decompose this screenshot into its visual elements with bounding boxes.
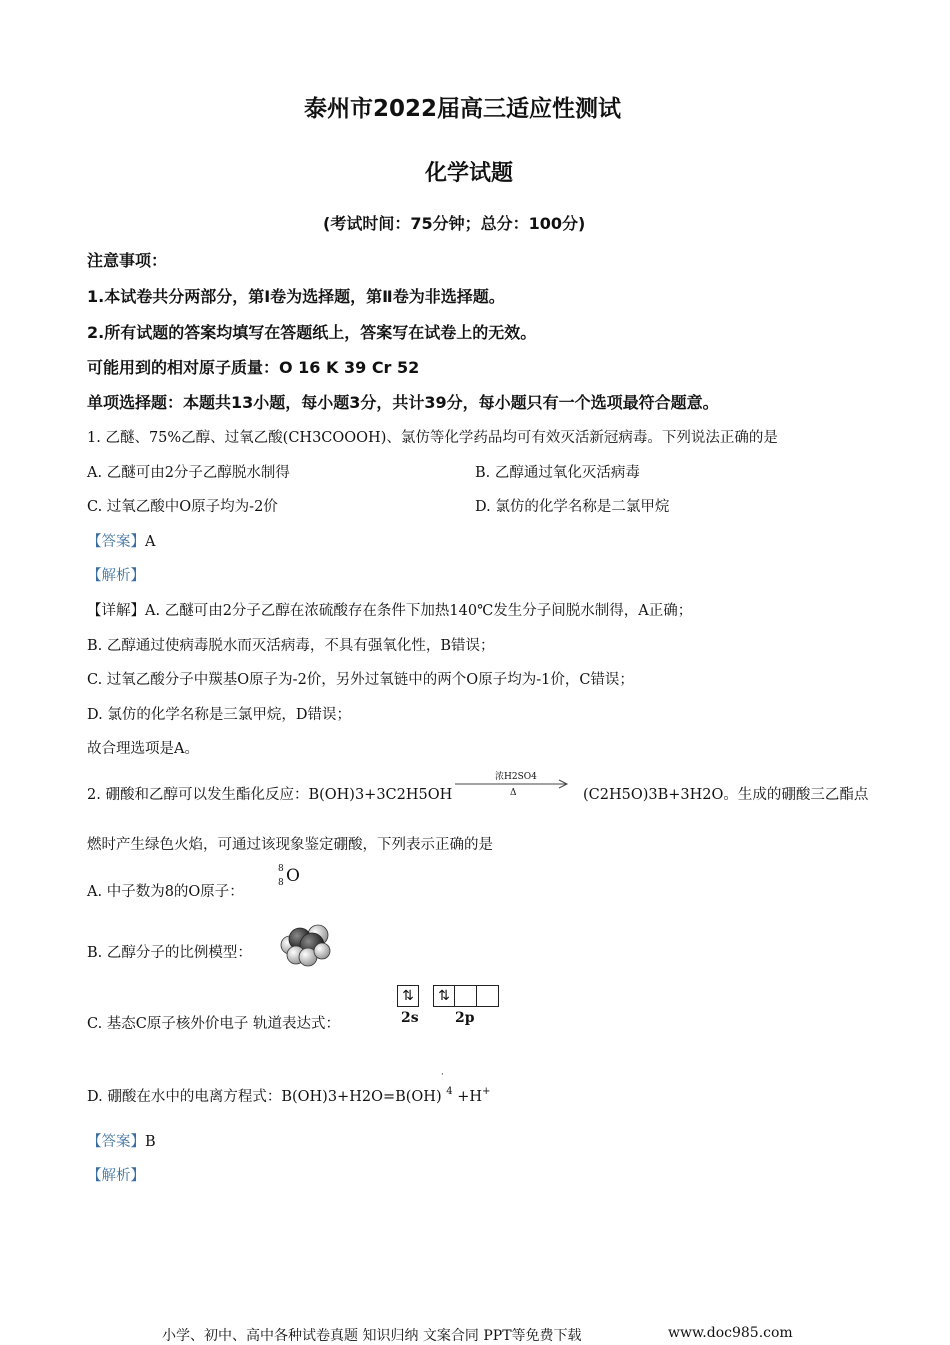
answer-tag: 【答案】 (87, 534, 145, 550)
element-symbol: O (286, 866, 300, 886)
option-d-text-2: +H (457, 1089, 483, 1105)
mass-number: 8 (278, 864, 284, 874)
q1-option-d: D. 氯仿的化学名称是二氯甲烷 (475, 499, 670, 515)
ion-charge: + (482, 1086, 491, 1097)
footer-url[interactable]: www.doc985.com (668, 1325, 793, 1341)
charge-dot: · (441, 1070, 444, 1080)
q2-stem-part2: (C2H5O)3B+3H2O。生成的硼酸三乙酯点 (583, 787, 869, 803)
page-title: 泰州市2022届高三适应性测试 (304, 96, 622, 122)
q1-detail-d: D. 氯仿的化学名称是三氯甲烷，D错误； (87, 707, 351, 723)
orbital-2s (397, 985, 419, 1007)
q2-option-b: B. 乙醇分子的比例模型： (87, 945, 252, 961)
q2-option-d (87, 1085, 490, 1106)
q1-analysis-tag: 【解析】 (87, 568, 145, 584)
q1-detail-a (87, 599, 692, 620)
atomic-number: 8 (278, 878, 284, 888)
reaction-condition-top: 浓H2SO4 (495, 772, 537, 782)
ethanol-model-icon (278, 923, 334, 967)
q2-option-a: A. 中子数为8的O原子： (87, 884, 244, 900)
notes-item-1: 1.本试卷共分两部分，第Ⅰ卷为选择题，第Ⅱ卷为非选择题。 (87, 287, 505, 306)
q1-option-b: B. 乙醇通过氧化灭活病毒 (475, 465, 640, 481)
q1-conclusion: 故合理选项是A。 (87, 741, 199, 757)
subject-title: 化学试题 (425, 161, 514, 186)
detail-a-text: A. 乙醚可由2分子乙醇在浓硫酸存在条件下加热140℃发生分子间脱水制得，A正确； (145, 603, 693, 619)
option-d-text: D. 硼酸在水中的电离方程式：B(OH)3+H2O=B(OH) (87, 1089, 442, 1105)
footer-text: 小学、初中、高中各种试卷真题 知识归纳 文案合同 PPT等免费下载 (162, 1328, 582, 1344)
notes-item-2: 2.所有试题的答案均填写在答题纸上，答案写在试卷上的无效。 (87, 323, 537, 342)
ion-subscript: 4 (446, 1086, 453, 1097)
answer-tag: 【答案】 (87, 1134, 145, 1150)
orbital-2p (433, 985, 499, 1007)
orbital-2s-label: 2s (401, 1010, 419, 1026)
orbital-box (477, 985, 499, 1007)
exam-info: (考试时间：75分钟；总分：100分) (323, 214, 586, 233)
q2-stem-line2: 燃时产生绿色火焰，可通过该现象鉴定硼酸，下列表示正确的是 (87, 837, 493, 853)
atomic-mass-line: 可能用到的相对原子质量：O 16 K 39 Cr 52 (87, 358, 420, 377)
q2-option-c: C. 基态C原子核外价电子 轨道表达式： (87, 1016, 340, 1032)
reaction-condition-bottom: Δ (510, 788, 517, 798)
q1-stem: 1. 乙醚、75%乙醇、过氧乙酸(CH3COOOH)、氯仿等化学药品均可有效灭活新冠病毒。下列说法正确的是 (87, 430, 778, 446)
answer-value: A (145, 534, 156, 550)
orbital-box (455, 985, 477, 1007)
orbital-2p-label: 2p (455, 1010, 475, 1026)
q2-stem-part1: 2. 硼酸和乙醇可以发生酯化反应：B(OH)3+3C2H5OH (87, 787, 453, 803)
orbital-box: ⇅ (433, 985, 455, 1007)
q2-analysis-tag: 【解析】 (87, 1168, 145, 1184)
q1-answer (87, 530, 155, 551)
orbital-box: ⇅ (397, 985, 419, 1007)
q2-answer (87, 1130, 156, 1151)
answer-value: B (145, 1134, 156, 1150)
detail-tag: 【详解】 (87, 603, 145, 619)
q1-option-c: C. 过氧乙酸中O原子均为-2价 (87, 499, 278, 515)
q1-detail-c: C. 过氧乙酸分子中羰基O原子为-2价，另外过氧链中的两个O原子均为-1价，C错误； (87, 672, 634, 688)
q1-detail-b: B. 乙醇通过使病毒脱水而灭活病毒，不具有强氧化性，B错误； (87, 638, 495, 654)
q1-option-a: A. 乙醚可由2分子乙醇脱水制得 (87, 465, 290, 481)
notes-heading: 注意事项： (87, 251, 168, 270)
section-heading: 单项选择题：本题共13小题，每小题3分，共计39分，每小题只有一个选项最符合题意。 (87, 393, 719, 412)
